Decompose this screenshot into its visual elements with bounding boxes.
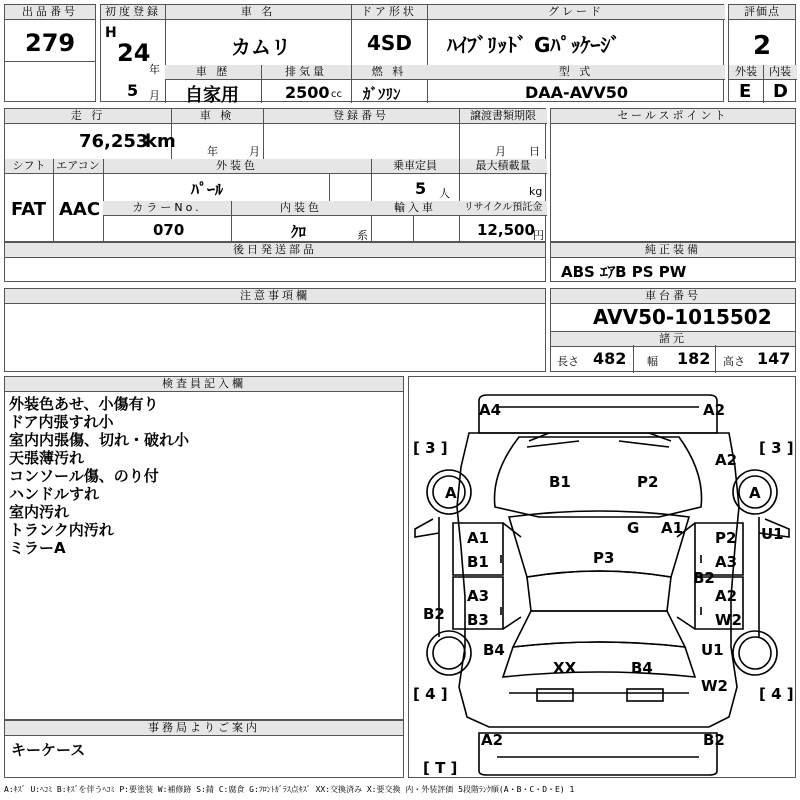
fuel-label: 燃 料 [351, 65, 427, 80]
lot-number: 279 [25, 29, 76, 57]
max-load-label: 最大積載量 [459, 159, 547, 174]
shift-value: FAT [11, 199, 47, 220]
height-value: 147 [757, 349, 791, 368]
genuine-equipment-value: ABS ｴｱB PS PW [561, 263, 687, 281]
inspector-note-line: コンソール傷、のり付 [9, 467, 159, 485]
mark-front-wheel-right: A [749, 484, 761, 502]
grade-value: ﾊｲﾌﾞﾘｯﾄﾞ Gﾊﾟｯｹｰｼﾞ [447, 33, 621, 57]
mark-right-front-door-3: B2 [693, 569, 715, 587]
first-reg-era: H [105, 25, 117, 41]
mark-roof: P3 [593, 549, 615, 567]
chassis-value: AVV50-1015502 [593, 305, 772, 329]
diag-corner-3-left: [ 3 ] [413, 439, 448, 457]
exterior-grade-value: E [739, 81, 752, 102]
inspector-note-line: ミラーA [9, 539, 66, 557]
later-parts-box [4, 242, 546, 282]
length-label: 長さ [557, 355, 579, 368]
office-label: 事務局よりご案内 [5, 721, 403, 736]
mark-right-front-door-2: A3 [715, 553, 738, 571]
sales-point-box [550, 108, 796, 242]
mark-right-side-u1: U1 [761, 525, 784, 543]
score-box [728, 4, 796, 102]
aircon-label: エアコン [53, 159, 103, 174]
registration-label: 登録番号 [263, 109, 459, 124]
mark-front-right: A2 [703, 401, 726, 419]
inspector-box [4, 376, 404, 720]
displacement-unit: cc [331, 89, 342, 100]
transfer-deadline-label: 譲渡書類期限 [459, 109, 547, 124]
mark-trunk-right: B4 [631, 659, 653, 677]
mark-right-rear-quarter-u1: U1 [701, 641, 724, 659]
diag-corner-3-right: [ 3 ] [759, 439, 794, 457]
width-label: 幅 [647, 355, 658, 368]
notes-box [4, 288, 546, 372]
color-no-value: 070 [153, 221, 185, 239]
grade-label: グレード [427, 5, 725, 20]
inspector-note-line: 天張薄汚れ [9, 449, 85, 467]
interior-grade-value: D [773, 81, 788, 102]
mark-left-side-b2: B2 [423, 605, 445, 623]
specs-label: 諸元 [551, 331, 795, 347]
height-label: 高さ [723, 355, 745, 368]
inspector-note-line: 外装色あせ、小傷有り [9, 395, 159, 413]
first-reg-month: 5 [127, 81, 139, 100]
mark-hood-left: B1 [549, 473, 571, 491]
later-parts-label: 後日発送部品 [5, 243, 545, 258]
recycle-unit: 円 [533, 229, 544, 242]
lot-box [4, 4, 96, 102]
legend: A:ｷｽﾞ U:ﾍｺﾐ B:ｷｽﾞを伴うﾍｺﾐ P:要塗装 W:補修跡 S:錆 C:腐食 G:ﾌﾛﾝﾄｶﾞﾗｽ点ｷｽﾞ XX:交換済み X:要交換 内・外装評価 5段階ﾗﾝｸ順(A・B・C・D・E) 1 [4, 785, 575, 794]
door-value: 4SD [367, 31, 412, 55]
inspector-note-line: トランク内汚れ [9, 521, 114, 539]
capacity-value: 5 [415, 179, 427, 198]
first-reg-month-unit: 月 [149, 89, 160, 102]
mark-left-front-door-2: B1 [467, 553, 489, 571]
mark-right-rear-quarter-w2: W2 [701, 677, 728, 695]
width-value: 182 [677, 349, 711, 368]
mark-windshield: G [627, 519, 640, 537]
first-reg-year-unit: 年 [149, 63, 160, 76]
interior-color-unit: 系 [357, 229, 368, 242]
mark-right-rear-door-1: A2 [715, 587, 738, 605]
lot-label: 出品番号 [5, 5, 95, 20]
score-label: 評価点 [729, 5, 795, 20]
mark-windshield-side: A1 [661, 519, 684, 537]
model-type-value: DAA-AVV50 [525, 83, 629, 102]
import-label: 輸入車 [371, 201, 459, 216]
recycle-label: リサイクル預託金 [459, 201, 547, 216]
mileage-value: 76,253 [79, 131, 149, 152]
inspector-note-line: ハンドルすれ [9, 485, 100, 503]
office-box [4, 720, 404, 778]
mark-left-rear-quarter: B4 [483, 641, 505, 659]
interior-grade-label: 内装 [763, 65, 797, 80]
office-value: キーケース [11, 741, 86, 759]
diag-corner-4-right: [ 4 ] [759, 685, 794, 703]
chassis-label: 車台番号 [551, 289, 795, 304]
history-label: 車 歴 [165, 65, 261, 80]
inspector-note-line: ドア内張すれ小 [9, 413, 114, 431]
mark-rear-left: A2 [481, 731, 504, 749]
mark-front-left: A4 [479, 401, 502, 419]
car-name: カムリ [231, 35, 291, 59]
inspection-year-unit: 年 [207, 145, 218, 158]
sales-point-label: セールスポイント [551, 109, 795, 124]
inspection-month-unit: 月 [249, 145, 260, 158]
interior-color-value: ｸﾛ [291, 223, 307, 241]
mileage-label: 走 行 [5, 109, 171, 124]
inspector-notes-list [9, 395, 189, 557]
exterior-color-label: 外装色 [103, 159, 371, 174]
history-value: 自家用 [185, 85, 239, 106]
score-value: 2 [753, 31, 772, 61]
transfer-month-unit: 月 [495, 145, 506, 158]
interior-color-label: 内装色 [231, 201, 371, 216]
diag-corner-t: [ T ] [423, 759, 458, 777]
model-type-label: 型 式 [427, 65, 725, 80]
mark-rear-right: B2 [703, 731, 725, 749]
inspector-note-line: 室内汚れ [9, 503, 70, 521]
inspector-note-line: 室内内張傷、切れ・破れ小 [9, 431, 190, 449]
mark-hood-right: P2 [637, 473, 659, 491]
mileage-unit: km [145, 131, 176, 152]
mark-trunk-left: XX [553, 659, 577, 677]
car-name-label: 車 名 [165, 5, 351, 20]
genuine-equipment-box [550, 242, 796, 282]
door-label: ドア形状 [351, 5, 427, 20]
mark-right-rear-door-2: W2 [715, 611, 742, 629]
mark-left-rear-door-1: A3 [467, 587, 490, 605]
displacement-value: 2500 [285, 83, 330, 102]
capacity-unit: 人 [439, 187, 450, 200]
damage-diagram [408, 376, 796, 778]
vehicle-header-box [100, 4, 724, 106]
color-no-label: カラーNo. [103, 201, 231, 216]
notes-label: 注意事項欄 [5, 289, 545, 304]
mark-right-fender-top: A2 [715, 451, 738, 469]
exterior-grade-label: 外装 [729, 65, 763, 80]
capacity-label: 乗車定員 [371, 159, 459, 174]
displacement-label: 排気量 [261, 65, 351, 80]
details-box [4, 108, 546, 242]
length-value: 482 [593, 349, 627, 368]
transfer-day-unit: 日 [529, 145, 540, 158]
car-outline [409, 377, 797, 779]
fuel-value: ｶﾞｿﾘﾝ [363, 85, 401, 103]
genuine-equipment-label: 純正装備 [551, 243, 795, 258]
diag-corner-4-left: [ 4 ] [413, 685, 448, 703]
recycle-value: 12,500 [477, 221, 535, 239]
inspector-label: 検査員記入欄 [5, 377, 403, 392]
exterior-color-value: ﾊﾟｰﾙ [191, 180, 224, 199]
first-reg-year: 24 [117, 39, 151, 67]
shift-label: シフト [5, 159, 53, 174]
mark-left-rear-door-2: B3 [467, 611, 489, 629]
mark-front-wheel-left: A [445, 484, 457, 502]
inspection-label: 車 検 [171, 109, 263, 124]
mark-right-front-door-1: P2 [715, 529, 737, 547]
chassis-box [550, 288, 796, 372]
aircon-value: AAC [59, 199, 101, 220]
max-load-unit: kg [529, 185, 543, 198]
first-reg-label: 初度登録 [101, 5, 165, 20]
mark-left-front-door-1: A1 [467, 529, 490, 547]
